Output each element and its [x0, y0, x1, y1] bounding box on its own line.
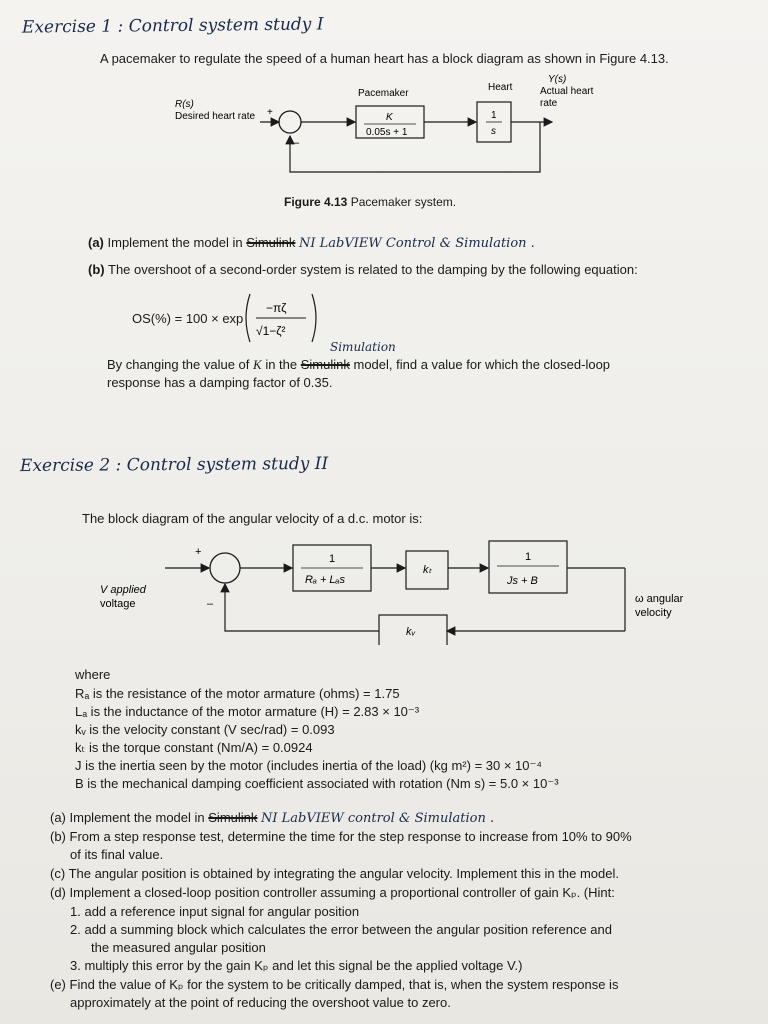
figure-caption-number: Figure 4.13 — [284, 195, 348, 209]
ex1-b-text: The overshoot of a second-order system is related to the damping by the following equation: — [108, 262, 638, 277]
def-b: B is the mechanical damping coefficient associated with rotation (Nm s) = 5.0 × 10⁻³ — [75, 776, 559, 791]
ex2-a-handwritten: NI LabVIEW control & Simulation . — [261, 811, 495, 826]
ex2-c-label: (c) — [50, 866, 66, 881]
exercise-1-heading: Exercise 1 : Control system study I — [21, 14, 324, 38]
hint-step-2-number: 2. — [70, 922, 81, 937]
def-kv: kᵥ is the velocity constant (V sec/rad) = 0.093 — [75, 722, 335, 737]
ys-label: Y(s) — [548, 74, 567, 85]
hint-step-2-continued: the measured angular position — [91, 940, 266, 955]
hint-step-3-number: 3. — [70, 958, 81, 973]
v-applied-label: V applied — [100, 584, 146, 596]
torque-constant-label: kₜ — [423, 564, 432, 576]
ex2-b-label: (b) — [50, 829, 66, 844]
ex1-paragraph-line1 — [107, 357, 610, 373]
voltage-label: voltage — [100, 598, 136, 610]
def-ra: Rₐ is the resistance of the motor armature (ohms) = 1.75 — [75, 686, 400, 701]
hint-step-3 — [70, 958, 522, 974]
ex1-a-label: (a) — [88, 235, 104, 250]
hint-step-3-text: multiply this error by the gain Kₚ and let this signal be the applied voltage V.) — [84, 958, 523, 973]
exercise-1-intro: A pacemaker to regulate the speed of a human heart has a block diagram as shown in Figure 4.13. — [100, 51, 669, 66]
summing-junction — [279, 111, 301, 133]
pacemaker-numerator: K — [386, 112, 393, 123]
def-kt: kₜ is the torque constant (Nm/A) = 0.0924 — [75, 740, 313, 755]
figure-caption — [284, 195, 456, 209]
ex1-a-text: Implement the model in — [107, 235, 243, 250]
ex1-question-a — [88, 235, 535, 251]
plus-sign: + — [267, 107, 273, 118]
hint-step-1-number: 1. — [70, 904, 81, 919]
actual-heart-label: Actual heart — [540, 86, 594, 97]
motor-plus-sign: + — [195, 546, 202, 558]
ex2-question-e-line1 — [50, 977, 618, 993]
exercise-2-heading: Exercise 2 : Control system study II — [19, 453, 329, 477]
ex1-question-b — [88, 262, 638, 277]
ex1-b-label: (b) — [88, 262, 105, 277]
ex2-question-c — [50, 866, 619, 881]
desired-rate-label: Desired heart rate — [175, 111, 256, 122]
minus-sign: – — [293, 137, 300, 149]
ex2-c-text: The angular position is obtained by integrating the angular velocity. Implement this in the model. — [68, 866, 619, 881]
pacemaker-label: Pacemaker — [358, 88, 409, 99]
inertia-denominator: Js + B — [507, 575, 538, 587]
ex2-question-e-line2: approximately at the point of reducing the overshoot value to zero. — [70, 995, 451, 1010]
ex2-question-d — [50, 885, 615, 901]
velocity-label: velocity — [635, 607, 672, 619]
def-j: J is the inertia seen by the motor (includes inertia of the load) (kg m²) = 30 × 10⁻⁴ — [75, 758, 542, 773]
ex2-a-text: Implement the model in — [69, 810, 205, 825]
actual-rate-label: rate — [540, 98, 558, 109]
armature-denominator: Rₐ + Lₐs — [305, 574, 345, 586]
ex1-c1-pre: By changing the value of — [107, 357, 250, 372]
ex1-c1-mid: in the — [265, 357, 298, 372]
pacemaker-denominator: 0.05s + 1 — [366, 127, 408, 138]
exercise-2-intro: The block diagram of the angular velocity of a d.c. motor is: — [82, 511, 423, 526]
hint-step-2 — [70, 922, 612, 937]
ex1-paragraph-line2: response has a damping factor of 0.35. — [107, 375, 333, 390]
ex2-a-label: (a) — [50, 810, 66, 825]
def-la: Lₐ is the inductance of the motor armature (H) = 2.83 × 10⁻³ — [75, 704, 420, 719]
hint-step-2-text: add a summing block which calculates the error between the angular position reference and — [84, 922, 612, 937]
ex2-question-b-line1 — [50, 829, 632, 844]
ex1-c1-struck: Simulink — [300, 357, 350, 372]
ex2-question-a — [50, 810, 494, 826]
hint-step-1 — [70, 904, 359, 919]
figure-caption-text: Pacemaker system. — [350, 195, 457, 209]
ex2-a-struck: Simulink — [208, 810, 258, 825]
where-label: where — [75, 667, 111, 682]
ex2-d-label: (d) — [50, 885, 66, 900]
ex1-a-handwritten: NI LabVIEW Control & Simulation . — [299, 236, 535, 251]
velocity-constant-label: kᵥ — [406, 626, 416, 638]
motor-summing-junction — [210, 553, 240, 583]
hint-step-1-text: add a reference input signal for angular position — [84, 904, 360, 919]
ex2-e-label: (e) — [50, 977, 66, 992]
overshoot-equation-left: OS(%) = 100 × exp — [132, 311, 244, 326]
ex2-d-text: Implement a closed-loop position controller assuming a proportional controller of gain Kₚ. (Hint: — [69, 885, 615, 900]
motor-block-diagram — [95, 535, 715, 645]
ex2-b-text1: From a step response test, determine the time for the step response to increase from 10% to 90% — [69, 829, 632, 844]
ex1-c1-k: K — [253, 357, 262, 372]
ex2-question-b-line2: of its final value. — [70, 847, 164, 862]
inertia-numerator: 1 — [525, 551, 532, 563]
rs-label: R(s) — [175, 99, 194, 110]
motor-minus-sign: – — [207, 598, 214, 610]
equation-numerator: −πζ — [266, 301, 287, 315]
ex1-c1-post: model, find a value for which the closed-loop — [353, 357, 611, 372]
armature-numerator: 1 — [329, 553, 336, 565]
overshoot-equation-fraction — [242, 290, 322, 346]
pacemaker-block-diagram — [160, 70, 620, 200]
ex2-e-text1: Find the value of Kₚ for the system to be critically damped, that is, when the system response is — [69, 977, 619, 992]
heart-label: Heart — [488, 82, 513, 93]
omega-label: ω angular — [635, 593, 684, 605]
handwritten-simulation: Simulation — [330, 340, 396, 354]
ex1-a-struck: Simulink — [246, 235, 296, 250]
heart-denominator: s — [491, 126, 496, 137]
equation-denominator: √1−ζ² — [256, 324, 286, 338]
heart-numerator: 1 — [491, 110, 497, 121]
